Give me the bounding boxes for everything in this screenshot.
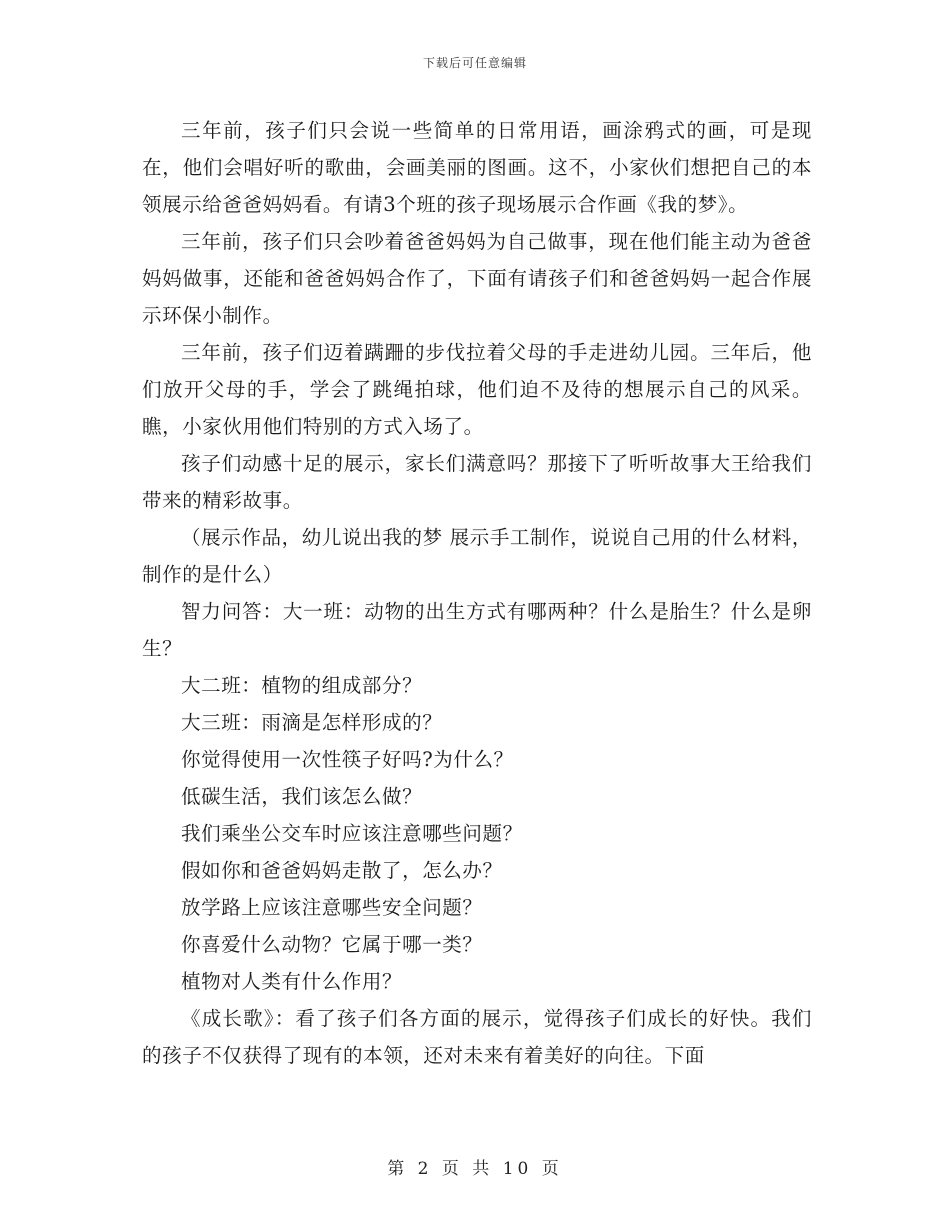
document-body [142, 112, 812, 1074]
paragraph-drawing-showcase: 三年前，孩子们只会说一些简单的日常用语，画涂鸦式的画，可是现在，他们会唱好听的歌曲，会画美丽的图画。这不，小家伙们想把自己的本领展示给爸爸妈妈看。有请3个班的孩子现场展示合作画《我的梦》。 [142, 119, 812, 216]
paragraph-question-animal: 你喜爱什么动物？它属于哪一类？ [181, 933, 483, 956]
paragraph-quiz-class-3: 大三班：雨滴是怎样形成的？ [181, 711, 443, 734]
paragraph-quiz-class-1: 智力问答：大一班：动物的出生方式有哪两种？什么是胎生？什么是卵生？ [142, 600, 812, 660]
paragraph-question-chopsticks: 你觉得使用一次性筷子好吗?为什么？ [181, 748, 514, 771]
paragraph-question-low-carbon: 低碳生活，我们该怎么做？ [181, 785, 423, 808]
paragraph-question-plants: 植物对人类有什么作用？ [181, 970, 403, 993]
paragraph-stage-note: （展示作品，幼儿说出我的梦 展示手工制作，说说自己用的什么材料，制作的是什么） [142, 526, 812, 586]
paragraph-question-safety: 放学路上应该注意哪些安全问题？ [181, 896, 483, 919]
paragraph-entrance: 三年前，孩子们迈着蹒跚的步伐拉着父母的手走进幼儿园。三年后，他们放开父母的手，学会了跳绳拍球，他们迫不及待的想展示自己的风采。瞧，小家伙用他们特别的方式入场了。 [142, 341, 812, 438]
paragraph-story-king: 孩子们动感十足的展示，家长们满意吗？那接下了听听故事大王给我们带来的精彩故事。 [142, 452, 812, 512]
paragraph-question-bus: 我们乘坐公交车时应该注意哪些问题？ [181, 822, 523, 845]
paragraph-quiz-class-2: 大二班：植物的组成部分？ [181, 674, 423, 697]
paragraph-eco-craft: 三年前，孩子们只会吵着爸爸妈妈为自己做事，现在他们能主动为爸爸妈妈做事，还能和爸爸妈妈合作了，下面有请孩子们和爸爸妈妈一起合作展示环保小制作。 [142, 230, 812, 327]
page-header-note: 下载后可任意编辑 [422, 56, 527, 70]
paragraph-growth-song: 《成长歌》：看了孩子们各方面的展示，觉得孩子们成长的好快。我们的孩子不仅获得了现有的本领，还对未来有着美好的向往。下面 [142, 1007, 812, 1067]
page-number-footer: 第 2 页 共 10 页 [387, 1159, 563, 1179]
paragraph-question-lost: 假如你和爸爸妈妈走散了，怎么办？ [181, 859, 503, 882]
